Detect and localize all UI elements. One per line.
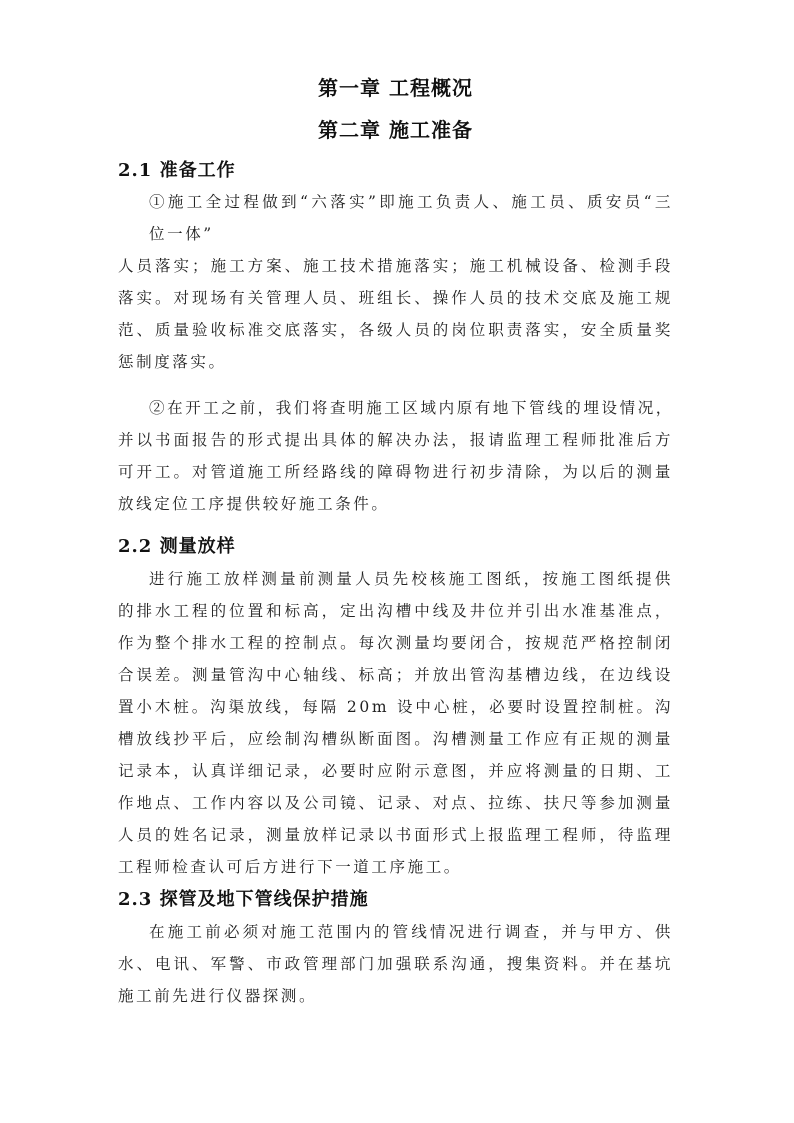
text-line: 合误差。测量管沟中心轴线、标高；并放出管沟基槽边线，在边线设: [118, 666, 673, 684]
text-line: 水、电讯、军警、市政管理部门加强联系沟通，搜集资料。并在基坑: [118, 955, 673, 973]
text-line: 工程师检查认可后方进行下一道工序施工。: [118, 858, 462, 876]
text-line: 惩制度落实。: [118, 353, 227, 371]
section-2-1-heading: 2.1 准备工作: [118, 160, 236, 181]
text-line: 位一体”: [149, 225, 214, 243]
section-2-2-paragraph-1: [118, 563, 673, 883]
text-line: 范、质量验收标准交底落实，各级人员的岗位职责落实，安全质量奖: [118, 321, 673, 339]
text-line: 作为整个排水工程的控制点。每次测量均要闭合，按规范严格控制闭: [118, 634, 673, 652]
section-2-1-paragraph-1: [118, 186, 673, 378]
chapter-1-title: 第一章 工程概况: [318, 76, 473, 100]
text-line: 放线定位工序提供较好施工条件。: [118, 495, 390, 513]
text-line: 可开工。对管道施工所经路线的障碍物进行初步清除，为以后的测量: [118, 463, 673, 481]
text-line: 落实。对现场有关管理人员、班组长、操作人员的技术交底及施工规: [118, 289, 673, 307]
text-line: 的排水工程的位置和标高，定出沟槽中线及井位并引出水准基准点，: [118, 602, 673, 620]
section-2-2-heading: 2.2 测量放样: [118, 536, 236, 557]
text-line: ②在开工之前，我们将查明施工区域内原有地下管线的埋设情况，: [149, 399, 674, 417]
text-line: 施工前先进行仪器探测。: [118, 987, 318, 1005]
section-2-3-paragraph-1: [118, 916, 673, 1012]
text-line: 槽放线抄平后，应绘制沟槽纵断面图。沟槽测量工作应有正规的测量: [118, 730, 673, 748]
text-line: 在施工前必须对施工范围内的管线情况进行调查，并与甲方、供: [149, 923, 673, 941]
text-line: ①施工全过程做到“六落实”即施工负责人、施工员、质安员“三: [149, 193, 673, 211]
text-line: 人员落实；施工方案、施工技术措施落实；施工机械设备、检测手段: [118, 257, 673, 275]
text-line: 并以书面报告的形式提出具体的解决办法，报请监理工程师批准后方: [118, 431, 673, 449]
text-line: 进行施工放样测量前测量人员先校核施工图纸，按施工图纸提供: [149, 570, 673, 588]
chapter-2-title: 第二章 施工准备: [318, 118, 473, 142]
text-line: 作地点、工作内容以及公司镜、记录、对点、拉练、扶尺等参加测量: [118, 794, 673, 812]
text-line: 人员的姓名记录，测量放样记录以书面形式上报监理工程师，待监理: [118, 826, 673, 844]
text-line: 记录本，认真详细记录，必要时应附示意图，并应将测量的日期、工: [118, 762, 673, 780]
section-2-1-paragraph-2: [118, 392, 673, 520]
section-2-3-heading: 2.3 探管及地下管线保护措施: [118, 889, 369, 910]
text-line: 置小木桩。沟渠放线，每隔 20m 设中心桩，必要时设置控制桩。沟: [118, 698, 673, 716]
